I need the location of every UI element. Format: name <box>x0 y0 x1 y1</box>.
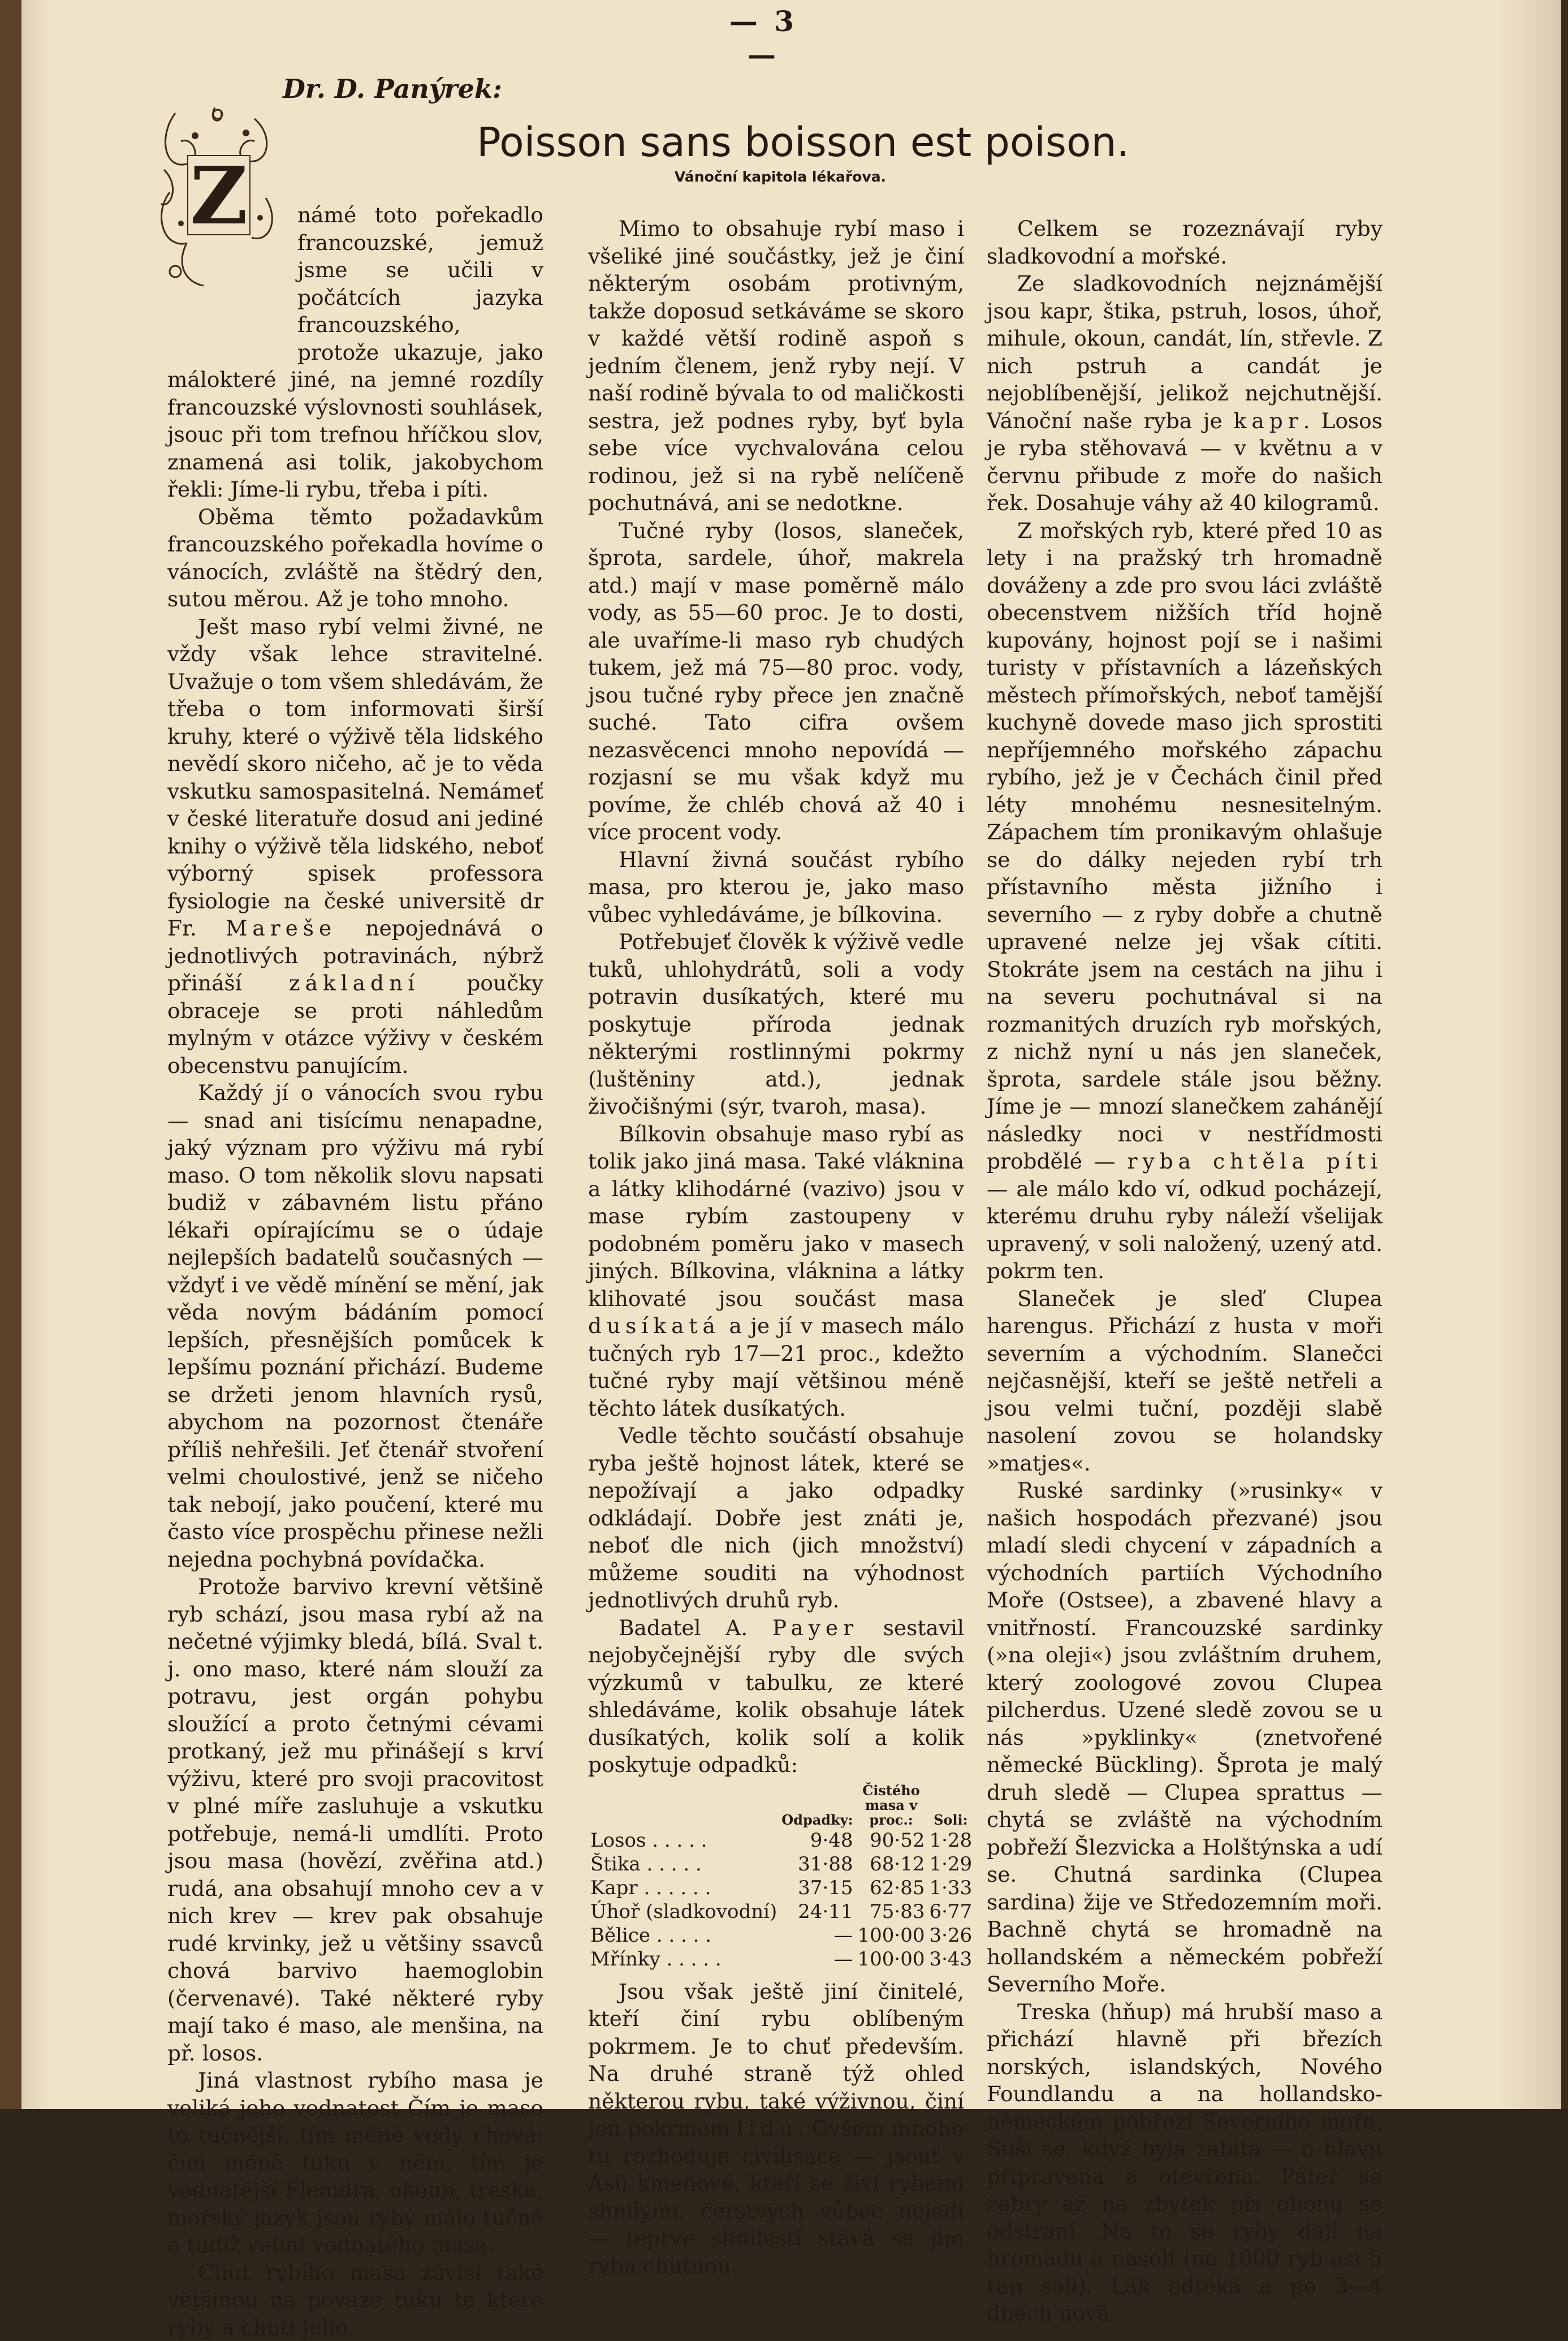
paragraph <box>588 1120 964 1422</box>
paragraph: Chuť rybího masa závisí také většinou na povaze tuku té které ryby a chuti jeho. <box>167 2259 543 2341</box>
table-cell: 9·48 <box>779 1829 855 1852</box>
table-row <box>588 1924 974 1947</box>
table-cell: 62·85 <box>856 1876 927 1900</box>
paragraph: Celkem se rozeznávají ryby sladkovodní a mořské. <box>987 215 1383 270</box>
paragraph: Protože barvivo krevní většině ryb schází, jsou masa rybí až na nečetné výjimky bledá, bílá. Sval t. j. ono maso, které nám slouží za potravu, jest orgán pohybu sloužící a proto četnými cévami protkaný, jež mu přinášejí s krví výživu, které pro svoji pracovitost v plné míře zasluhuje a vskutku potřebuje, nemá-li umdlíti. Proto jsou masa (hovězí, zvěřina atd.) rudá, ana obsahují mnoho cev a v nich krev — krev pak obsahuje rudé krvinky, jež u většiny ssavců chová barvivo haemoglobin (červenavé). Také některé ryby mají tako é maso, ale menšina, na př. losos. <box>167 1573 543 2067</box>
table-cell: 75·83 <box>856 1900 927 1924</box>
text: — ale málo kdo ví, odkud pocházejí, kterému druhu ryby náleží všelijak upravený, v soli naložený, uzený atd. pokrm ten. <box>987 1176 1383 1284</box>
table-header <box>588 1782 779 1829</box>
text: . Ovšem mnoho tu rozhoduje civilisace — jsouť v Asii kmenové, kteří se živí rybami shnilými, čerstvých vůbec nejedí — teprve shnilostí stává se jim ryba chutnou. <box>588 2116 964 2278</box>
column-3 <box>987 215 1383 2327</box>
table-row <box>588 1829 974 1852</box>
table-cell: Úhoř (sladkovodní) <box>588 1900 779 1924</box>
fish-table <box>588 1782 974 1971</box>
spaced-word: dusíkatá <box>588 1313 720 1338</box>
table-cell: — <box>779 1947 855 1971</box>
text: Badatel A. <box>619 1615 748 1640</box>
table-cell: 100·00 <box>856 1924 927 1947</box>
paragraph: Ruské sardinky (»rusinky« v našich hospodách přezvané) jsou mladí sledi chycení v západních a východních partiích Východního Moře (Ostsee), a zbavené hlavy a vnitřností. Francouzské sardinky (»na oleji«) jsou zvláštním druhem, který zoologové zovou Clupea pilcherdus. Uzené sledě zovou se u nás »pyklinky« (znetvořené německé Bückling). Šprota je malý druh sledě — Clupea sprattus — chytá se zvláště na východním pobřeží Šlezvicka a Holštýnska a udí se. Chutná sardinka (Clupea sardina) žije ve Středozemním moři. Bachně chytá se hromadně na hollandském a německém pobřeží Severního Moře. <box>987 1477 1383 1998</box>
text: poučky obraceje se proti náhledům mylným v otázce výživy v českém obecenstvu panujícím. <box>167 971 543 1078</box>
table-cell: 68·12 <box>856 1852 927 1876</box>
paragraph <box>987 517 1383 1285</box>
dropcap-letter: Z <box>190 150 248 243</box>
table-row <box>588 1947 974 1971</box>
spaced-name: Mareše <box>226 916 336 941</box>
spaced-name: Payer <box>772 1615 858 1640</box>
binding-gutter <box>0 0 21 2109</box>
spaced-word: základní <box>289 971 420 995</box>
table-cell: 100·00 <box>856 1947 927 1971</box>
table-header-row <box>588 1782 974 1829</box>
text: nepojednává o jednotlivých potravinách, nýbrž přináší <box>167 916 543 995</box>
table-cell: Mřínky . . . . . <box>588 1947 779 1971</box>
paragraph: Vedle těchto součástí obsahuje ryba ještě hojnost látek, které se nepožívají a jako odpadky odkládají. Dobře jest znáti je, neboť dle nich (jich množství) můžeme souditi na výhodnost jednotlivých druhů ryb. <box>588 1422 964 1614</box>
table-cell: 1·33 <box>927 1876 974 1900</box>
paragraph: Tučné ryby (losos, slaneček, šprota, sardele, úhoř, makrela atd.) mají v mase poměrně málo vody, as 55—60 proc. Je to dosti, ale uvaříme-li maso ryb chudých tukem, jež má 75—80 proc. vody, jsou tučné ryby přece jen značně suché. Tato cifra ovšem nezasvěcenci mnoho nepovídá — rozjasní se mu však když mu povíme, že chléb chová až 40 i více procent vody. <box>588 517 964 846</box>
table-cell: — <box>779 1924 855 1947</box>
table-cell: 3·43 <box>927 1947 974 1971</box>
text: Bílkovin obsahuje maso rybí as tolik jako jiná masa. Také vláknina a látky klihodárné (vazivo) jsou v mase rybím zastoupeny v podobném poměru jako v masech jiných. Bílkovina, vláknina a látky klihovaté jsou součást masa <box>588 1122 964 1311</box>
paragraph: Hlavní živná součást rybího masa, pro kterou je, jako maso vůbec vyhledáváme, je bílkovina. <box>588 846 964 929</box>
text: Z mořských ryb, které před 10 as lety i na pražský trh hromadně dováženy a zde pro svou láci zvláště obecenstvem nižších tříd hojně kupovány, hojnost pojí se i našimi turisty v přístavních a lázeňských městech přímořských, neboť tamější kuchyně dovede maso jich sprostiti nepříjemného mořského zápachu rybího, jež je v Čechách činil před léty mnohému nesnesitelným. Zápachem tím pronikavým ohlašuje se do dálky nejeden rybí trh přístavního města jižního i severního — z ryby dobře a chutně upravené nelze jej však cítiti. Stokráte jsem na cestách na jihu i na severu pochutnával si na rozmanitých druzích ryb mořských, z nichž nyní u nás jen slaneček, šprota, sardele stále jsou běžny. Jíme je — mnozí slanečkem zahánějí následky noci v nestřídmosti probdělé — <box>987 518 1383 1174</box>
paragraph: Treska (hňup) má hrubší maso a přichází hlavně při březích norských, islandských, Nového Foundlandu a na hollandsko-německém pobřeží Severního moře. Suší se, když byla zabita — o hlavu připravena a otevřena. Páteř se žebry až na zbytek při ohonu se odstraní. Na to se ryby dají na hromadu a nasolí (na 1000 ryb asi 5 tun soli). Lák odtéká a po 3—4 dnech nová <box>987 1998 1383 2327</box>
text: a je jí v masech málo tučných ryb 17—21 proc., kdežto tučné ryby mají většinou méně těchto látek dusíkatých. <box>588 1313 964 1421</box>
text: . Losos je ryba stěhovavá — v květnu a v červnu přibude z moře do našich řek. Dosahuje váhy až 40 kilogramů. <box>987 408 1383 516</box>
paragraph <box>588 1978 964 2280</box>
paragraph: Slaneček je sleď Clupea harengus. Přichází z husta v moři severním a východním. Slanečci nejčasnější, kteří se ještě netřeli a jsou velmi tuční, později slabě nasolení zovou se holandsky »matjes«. <box>987 1285 1383 1477</box>
table-cell: Štika . . . . . <box>588 1852 779 1876</box>
article-title: Poisson sans boisson est poison. <box>452 119 1154 166</box>
spaced-word: kapr <box>1234 408 1303 433</box>
paragraph: Mimo to obsahuje rybí maso i všeliké jiné součástky, jež je činí některým osobám protivným, takže doposud setkáváme se skoro v každé větší rodině aspoň s jedním členem, jenž ryby nejí. V naší rodině bývala to od maličkosti sestra, jež podnes ryby, byť byla sebe více vychvalována celou rodinou, jež si na rybě nelíčeně pochutnává, ani se nedotkne. <box>588 215 964 517</box>
table-header: Soli: <box>927 1782 974 1829</box>
paragraph: Jiná vlastnost rybího masa je veliká jeho vodnatost Čím je maso to tučnější, tím méně vody chová; čím méně tuku v něm, tím je vodnatější Flemdra, okoun, treska, mořský jazyk jsou ryby málo tučné a tudíž velmi vodnatého masa. <box>167 2067 543 2259</box>
dropcap-space <box>167 201 297 357</box>
table-cell: 31·88 <box>779 1852 855 1876</box>
paragraph <box>167 613 543 1080</box>
paragraph: Oběma těmto požadavkům francouzského pořekadla hovíme o vánocích, zvláště na štědrý den, sutou měrou. Až je toho mnoho. <box>167 503 543 613</box>
paragraph: Potřebujeť člověk k výživě vedle tuků, uhlohydrátů, soli a vody potravin dusíkatých, které mu poskytuje příroda jednak některými rostlinnými pokrmy (luštěniny atd.), jednak živočišnými (sýr, tvaroh, masa). <box>588 928 964 1120</box>
page-number: — 3 — <box>718 5 809 71</box>
text: Ješt maso rybí velmi živné, ne vždy však lehce stravitelné. Uvažuje o tom všem shledávám, že třeba o tom informovati širší kruhy, které o výživě těla lidského nevědí skoro ničeho, ač je to věda vskutku samospasitelná. Nemámeť v české literatuře dosud ani jediné knihy o výživě těla lidského, neboť výborný spisek professora fysiologie na české universitě dr Fr. <box>167 614 543 941</box>
table-header: Čistého masa v proc.: <box>856 1782 927 1829</box>
table-cell: Kapr . . . . . . <box>588 1876 779 1900</box>
column-1 <box>167 201 543 2341</box>
paragraph: Každý jí o vánocích svou rybu — snad ani tisícímu nenapadne, jaký význam pro výživu má rybí maso. O tom několik slovu napsati budiž v zábavném listu přáno lékaři opírajícímu se o údaje nejlepších badatelů současných — vždyť i ve vědě mínění se mění, jak věda novým bádáním pomocí lepších, přesnějších pomůcek k lepšímu poznání přichází. Budeme se držeti jenom hlavních rysů, abychom na pozornost čtenáře příliš nehřešili. Jeť čtenář stvoření velmi choulostivé, jenž se ničeho tak nebojí, jako poučení, které mu často více prospěchu přinese nežli nejedna pochybná povídačka. <box>167 1079 543 1573</box>
table-row <box>588 1900 974 1924</box>
column-2 <box>588 215 964 2279</box>
table-cell: 37·15 <box>779 1876 855 1900</box>
table-cell: Losos . . . . . <box>588 1829 779 1852</box>
table-cell: 1·29 <box>927 1852 974 1876</box>
spaced-phrase: ryba chtěla píti <box>1128 1149 1383 1174</box>
text: sestavil nejobyčejnější ryby dle svých výzkumů v tabulku, ze které shledáváme, kolik obsahuje látek dusíkatých, kolik solí a kolik poskytuje odpadků: <box>588 1615 964 1778</box>
table-cell: 24·11 <box>779 1900 855 1924</box>
spaced-word: lidu <box>737 2116 798 2141</box>
text: Ze sladkovodních nejznámější jsou kapr, štika, pstruh, losos, úhoř, mihule, okoun, candát, lín, střevle. Z nich pstruh a candát je nejoblíbenější, jelikož nejchutnější. Vánoční naše ryba je <box>987 271 1383 433</box>
table-header: Odpadky: <box>779 1782 855 1829</box>
article-subtitle: Vánoční kapitola lékařova. <box>622 169 939 185</box>
author: Dr. D. Panýrek: <box>283 74 502 104</box>
table-cell: 6·77 <box>927 1900 974 1924</box>
text: Jsou však ještě jiní činitelé, kteří činí rybu oblíbeným pokrmem. Je to chuť především. Na druhé straně týž ohled některou rybu, také výživnou, činí jen pokrmem <box>588 1979 964 2141</box>
paragraph <box>987 270 1383 517</box>
table-row <box>588 1852 974 1876</box>
table-cell: 3·26 <box>927 1924 974 1947</box>
paragraph <box>588 1614 964 1779</box>
table-cell: 1·28 <box>927 1829 974 1852</box>
page-edge <box>1561 0 1568 2109</box>
table-cell: 90·52 <box>856 1829 927 1852</box>
table-row <box>588 1876 974 1900</box>
table-cell: Bělice . . . . . <box>588 1924 779 1947</box>
paragraph: námé toto pořekadlo francouzské, jemuž jsme se učili v počátcích jazyka francouzského, protože ukazuje, jako málokteré jiné, na jemné rozdíly francouzské výslovnosti souhlásek, jsouc při tom trefnou hříčkou slov, znamená asi tolik, jakobychom řekli: Jíme-li rybu, třeba i píti. <box>167 201 543 503</box>
